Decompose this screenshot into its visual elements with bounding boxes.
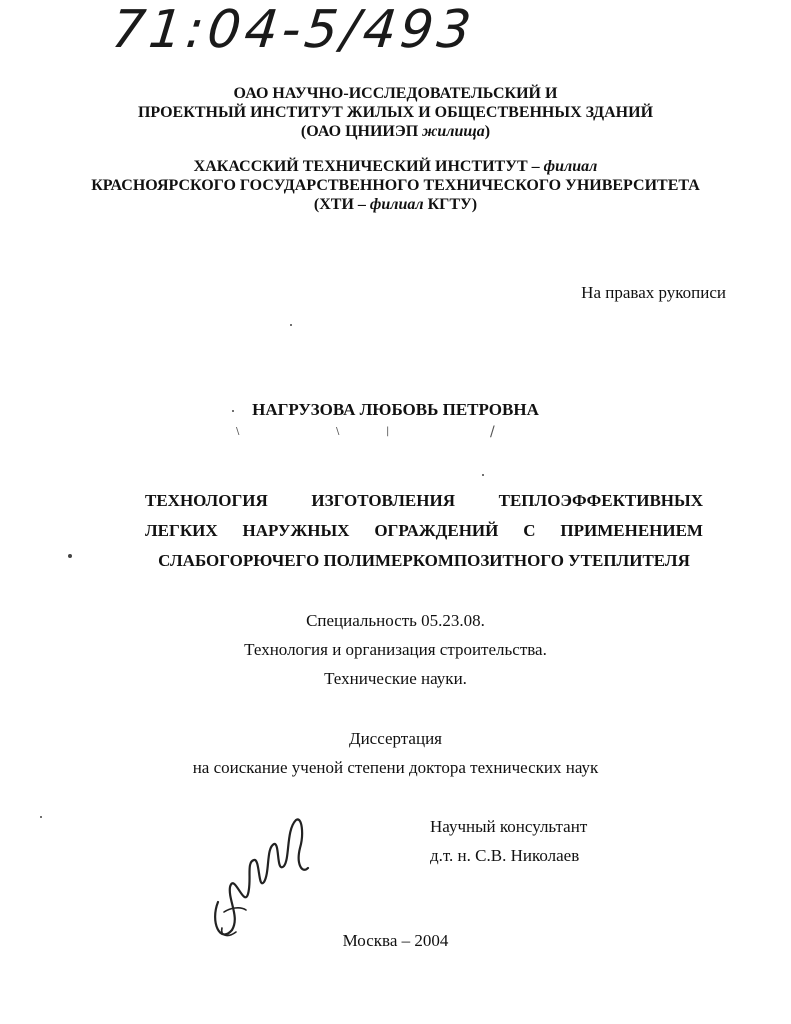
org2-line1: [0, 157, 791, 176]
org2-line3-prefix: (ХТИ –: [313, 196, 370, 213]
org1-line2: ПРОЕКТНЫЙ ИНСТИТУТ ЖИЛЫХ И ОБЩЕСТВЕННЫХ ЗДАНИЙ: [137, 104, 654, 121]
scan-speck: [68, 554, 72, 558]
org1-line3-italic: жилища: [422, 123, 485, 140]
org2-line3-italic: филиал: [369, 196, 424, 213]
handwritten-signature-icon: [200, 812, 315, 947]
organization-2: [0, 157, 791, 214]
org2-line1-italic: филиал: [543, 158, 598, 175]
title-line-2: [145, 516, 703, 546]
scan-speck: [290, 324, 292, 326]
org2-line3-suffix: КГТУ): [423, 196, 478, 213]
title-line-3: СЛАБОГОРЮЧЕГО ПОЛИМЕРКОМПОЗИТНОГО УТЕПЛИТЕЛЯ: [158, 551, 690, 570]
specialty-block: [0, 606, 791, 693]
scan-speck: [40, 816, 42, 818]
degree-line: на соискание ученой степени доктора технических наук: [192, 758, 599, 777]
org1-line1: ОАО НАУЧНО-ИССЛЕДОВАТЕЛЬСКИЙ И: [233, 85, 558, 102]
org2-line2: КРАСНОЯРСКОГО ГОСУДАРСТВЕННОГО ТЕХНИЧЕСКОГО УНИВЕРСИТЕТА: [91, 177, 700, 194]
title-word: НАРУЖНЫХ: [242, 521, 350, 540]
scan-mark: |: [386, 426, 390, 437]
title-word: ОГРАЖДЕНИЙ: [374, 521, 499, 540]
title-word: ТЕПЛОЭФФЕКТИВНЫХ: [498, 491, 703, 510]
org1-line3: [0, 122, 791, 141]
org2-line1-main: ХАКАССКИЙ ТЕХНИЧЕСКИЙ ИНСТИТУТ –: [193, 158, 544, 175]
scan-mark: \: [336, 426, 340, 437]
science-branch: Технические науки.: [324, 669, 467, 688]
rights-note: На правах рукописи: [581, 283, 726, 302]
title-line-1: [145, 486, 703, 516]
title-word: ПРИМЕНЕНИЕМ: [560, 521, 703, 540]
scan-mark: /: [490, 424, 495, 440]
advisor-block: [430, 812, 587, 870]
dissertation-block: [0, 724, 791, 782]
dissertation-label: Диссертация: [348, 729, 442, 748]
title-word: ЛЕГКИХ: [145, 521, 218, 540]
specialty-code: Специальность 05.23.08.: [306, 611, 485, 630]
title-word: ТЕХНОЛОГИЯ: [145, 491, 268, 510]
city-year: Москва – 2004: [342, 931, 449, 950]
organization-1: [0, 84, 791, 141]
org2-line3: [0, 195, 791, 214]
dissertation-title: [145, 486, 703, 576]
scan-speck: [232, 410, 234, 412]
scan-mark: \: [236, 426, 240, 437]
specialty-name: Технология и организация строительства.: [244, 640, 547, 659]
org1-line3-prefix: (ОАО ЦНИИЭП: [300, 123, 423, 140]
title-word: ИЗГОТОВЛЕНИЯ: [311, 491, 455, 510]
scan-speck: [482, 474, 484, 476]
advisor-name: д.т. н. С.В. Николаев: [430, 846, 580, 865]
catalog-number: 71:04-5/493: [108, 0, 478, 60]
title-word: С: [523, 521, 536, 540]
advisor-role: Научный консультант: [430, 817, 588, 836]
author-name: НАГРУЗОВА ЛЮБОВЬ ПЕТРОВНА: [252, 400, 539, 419]
org1-line3-suffix: ): [484, 123, 491, 140]
